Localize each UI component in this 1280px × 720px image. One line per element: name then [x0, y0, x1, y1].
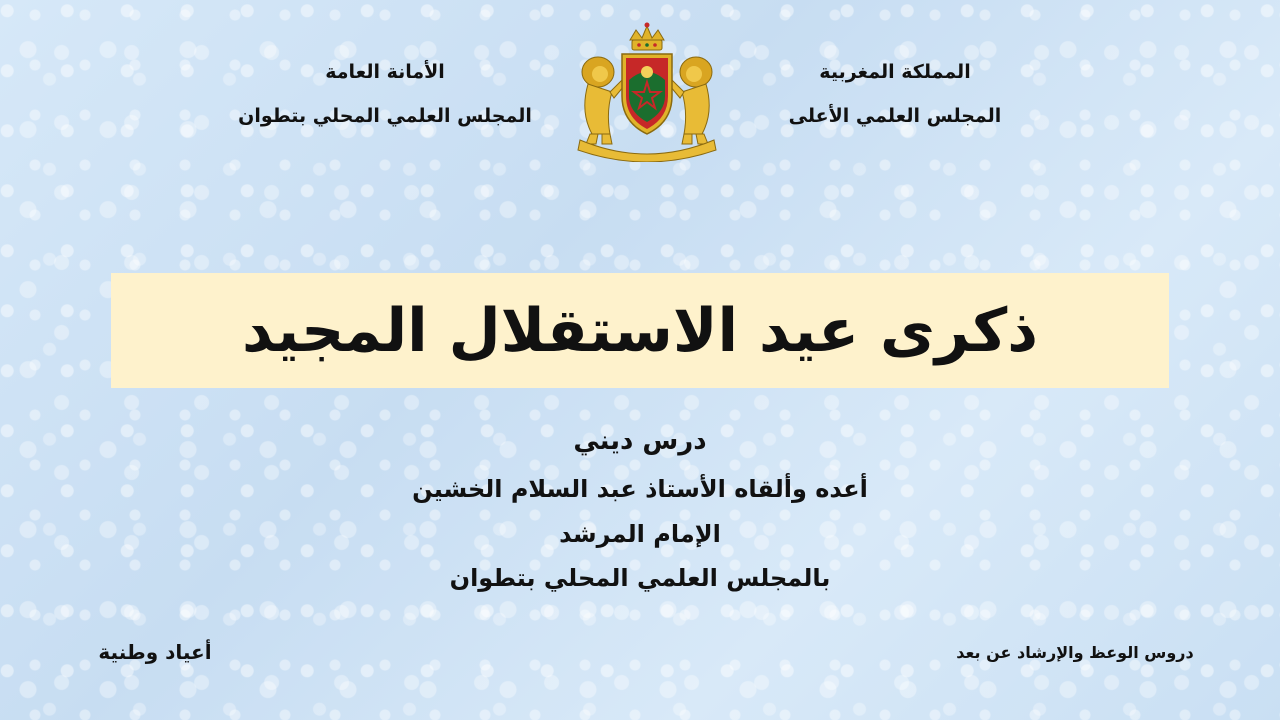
- supreme-council-name: المجلس العلمي الأعلى: [788, 105, 1002, 127]
- general-secretariat: الأمانة العامة: [325, 61, 445, 83]
- moroccan-coat-of-arms-icon: [566, 22, 728, 162]
- category-label: أعياد وطنية: [98, 640, 212, 664]
- left-lion-icon: [582, 57, 624, 144]
- right-lion-icon: [670, 57, 712, 144]
- author-line: أعده وألقاه الأستاذ عبد السلام الخشين: [412, 475, 868, 503]
- series-label: دروس الوعظ والإرشاد عن بعد: [956, 643, 1194, 662]
- kingdom-name: المملكة المغربية: [819, 61, 971, 83]
- lesson-type: درس ديني: [573, 426, 707, 456]
- local-council-name: المجلس العلمي المحلي بتطوان: [238, 105, 532, 127]
- role-line: الإمام المرشد: [559, 520, 721, 548]
- shield-icon: [622, 54, 672, 134]
- title-banner: [111, 273, 1169, 388]
- motto-ribbon: [578, 140, 716, 162]
- crown-icon: [630, 23, 664, 51]
- council-line: بالمجلس العلمي المحلي بتطوان: [449, 564, 831, 592]
- page-title: ذكرى عيد الاستقلال المجيد: [241, 295, 1039, 366]
